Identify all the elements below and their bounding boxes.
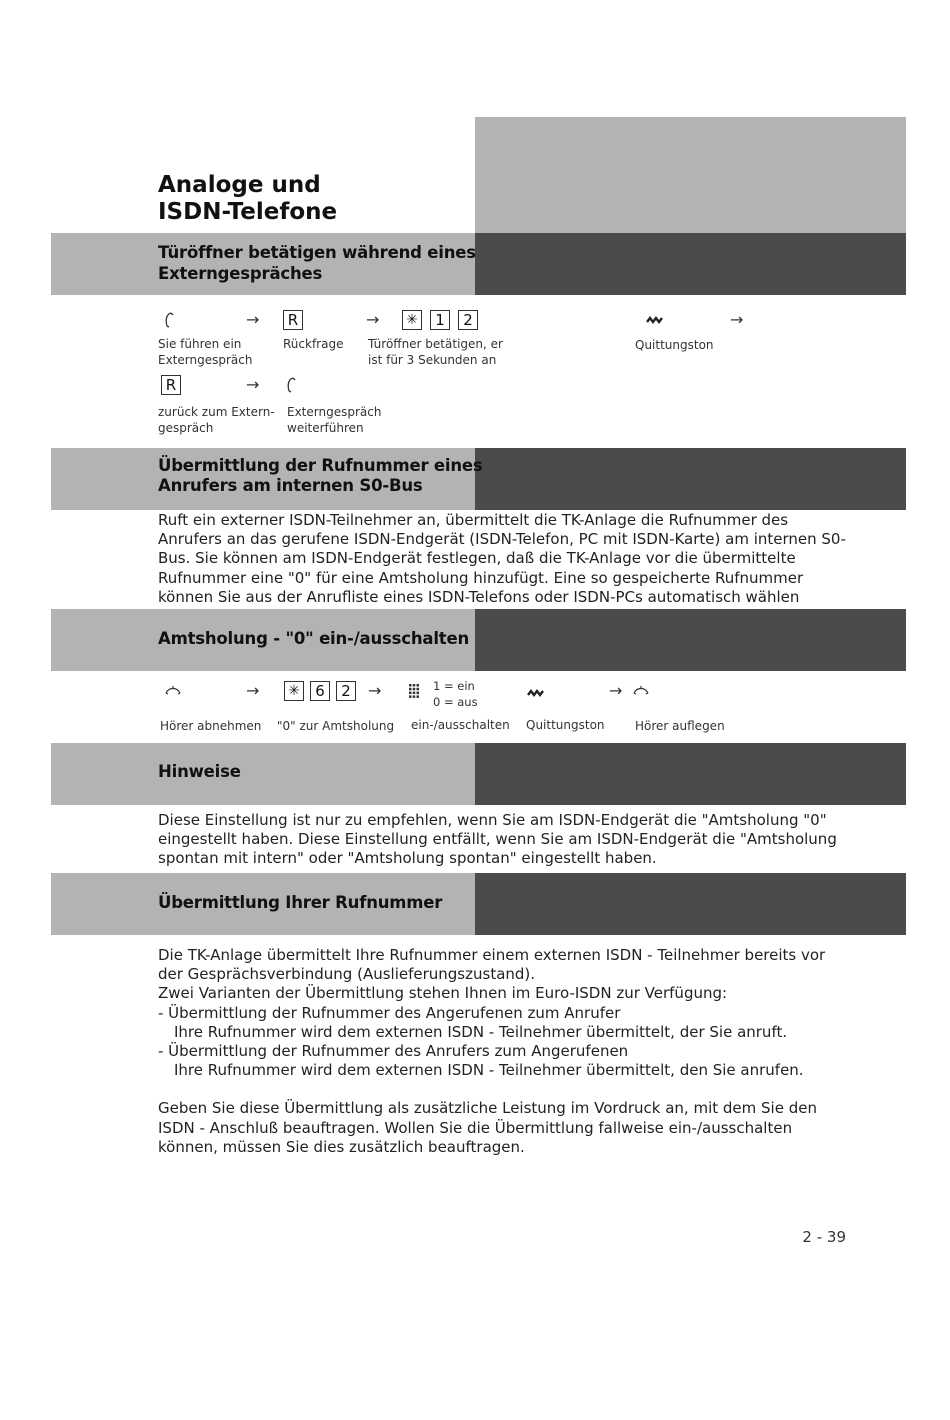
section-heading-s0-line2: Anrufers am internen S0-Bus <box>158 476 423 495</box>
handset-cradle-icon <box>632 684 650 702</box>
handset-icon <box>162 312 176 332</box>
arrow-right-icon: → <box>246 375 260 394</box>
section-heading-hinweise: Hinweise <box>158 762 241 781</box>
key-2: 2 <box>458 310 478 330</box>
step-caption: Türöffner betätigen, er ist für 3 Sekunden an <box>368 337 503 367</box>
step-caption: Hörer auflegen <box>635 719 725 733</box>
step-caption: "0" zur Amtsholung <box>277 719 395 733</box>
arrow-right-icon: → <box>246 681 260 700</box>
section-heading-amt: Amtsholung - "0" ein-/ausschalten <box>158 629 470 648</box>
keypad-icon <box>408 683 420 703</box>
key-1: 1 <box>430 310 450 330</box>
list-item-text: Ihre Rufnummer wird dem externen ISDN - Teilnehmer übermittelt, der Sie anruft. <box>174 1022 788 1041</box>
page-title-line1: Analoge und <box>158 172 321 198</box>
page-number: 2 - 39 <box>802 1228 846 1246</box>
tone-icon <box>527 686 545 702</box>
arrow-right-icon: → <box>609 681 623 700</box>
section-header-ihre <box>51 873 906 935</box>
arrow-right-icon: → <box>730 310 744 329</box>
key-star: ✳ <box>284 681 304 701</box>
step-caption: Rückfrage <box>283 337 344 351</box>
key-r: R <box>161 375 181 395</box>
section-heading-door-line1: Türöffner betätigen während eines <box>158 243 476 262</box>
content-ihre <box>158 946 858 1157</box>
step-caption: ein-/ausschalten <box>411 718 510 732</box>
paragraph-ihre: Geben Sie diese Übermittlung als zusätzliche Leistung im Vordruck an, mit dem Sie den ISDN - Anschluß beauftragen. Wollen Sie die Übermittlung fallweise ein-/ausschalten können, müssen Sie dies zusätzlich beauftragen. <box>158 1099 817 1156</box>
step-caption: zurück zum Extern- gespräch <box>158 405 275 435</box>
list-item-title: - Übermittlung der Rufnummer des Angerufenen zum Anrufer <box>158 1003 621 1022</box>
step-caption: Sie führen ein Externgespräch <box>158 337 253 367</box>
list-item-title: - Übermittlung der Rufnummer des Anrufers zum Angerufenen <box>158 1042 629 1061</box>
step-caption: Quittungston <box>635 338 714 352</box>
arrow-right-icon: → <box>368 681 382 700</box>
text-line: Zwei Varianten der Übermittlung stehen Ihnen im Euro-ISDN zur Verfügung: <box>158 984 728 1003</box>
arrow-right-icon: → <box>366 310 380 329</box>
paragraph-hinweise: Diese Einstellung ist nur zu empfehlen, wenn Sie am ISDN-Endgerät die "Amtsholung "0" eingestellt haben. Diese Einstellung entfällt, wenn Sie am ISDN-Endgerät die "Amtsholung spontan mit intern" oder "Amtsholung spontan" eingestellt haben. <box>158 811 837 868</box>
step-caption: Quittungston <box>526 718 605 732</box>
key-star: ✳ <box>402 310 422 330</box>
step-caption: Externgespräch weiterführen <box>287 405 382 435</box>
header-gray-block <box>475 117 906 233</box>
paragraph-s0: Ruft ein externer ISDN-Teilnehmer an, übermittelt die TK-Anlage die Rufnummer des Anrufers an das gerufene ISDN-Endgerät (ISDN-Telefon, PC mit ISDN-Karte) am internen S0-Bus. Sie können am ISDN-Endgerät festlegen, daß die TK-Anlage vor die übermittelte Rufnummer eine "0" für eine Amtsholung hinzufügt. Eine so gespeicherte Rufnummer können Sie aus der Anrufliste eines ISDN-Telefons oder ISDN-PCs automatisch wählen <box>158 511 846 606</box>
section-header-hinweise <box>51 743 906 805</box>
key-r: R <box>283 310 303 330</box>
key-2: 2 <box>336 681 356 701</box>
text-line: der Gesprächsverbindung (Auslieferungszustand). <box>158 965 536 984</box>
list-item-text: Ihre Rufnummer wird dem externen ISDN - Teilnehmer übermittelt, den Sie anrufen. <box>174 1061 804 1080</box>
key-6: 6 <box>310 681 330 701</box>
section-heading-door-line2: Externgespräches <box>158 264 323 283</box>
tone-icon <box>646 313 664 329</box>
section-header-amt <box>51 609 906 671</box>
arrow-right-icon: → <box>246 310 260 329</box>
section-header-door <box>51 233 906 295</box>
text-line: Die TK-Anlage übermittelt Ihre Rufnummer einem externen ISDN - Teilnehmer bereits vor <box>158 946 826 964</box>
page-title <box>158 172 337 226</box>
step-caption: Hörer abnehmen <box>160 719 262 733</box>
section-heading-s0-line1: Übermittlung der Rufnummer eines <box>158 456 483 475</box>
section-header-s0 <box>51 448 906 510</box>
section-heading-ihre: Übermittlung Ihrer Rufnummer <box>158 893 443 912</box>
handset-cradle-icon <box>164 684 182 702</box>
option-values: 1 = ein 0 = aus <box>433 679 478 709</box>
page-title-line2: ISDN-Telefone <box>158 199 338 225</box>
handset-icon <box>284 377 298 397</box>
